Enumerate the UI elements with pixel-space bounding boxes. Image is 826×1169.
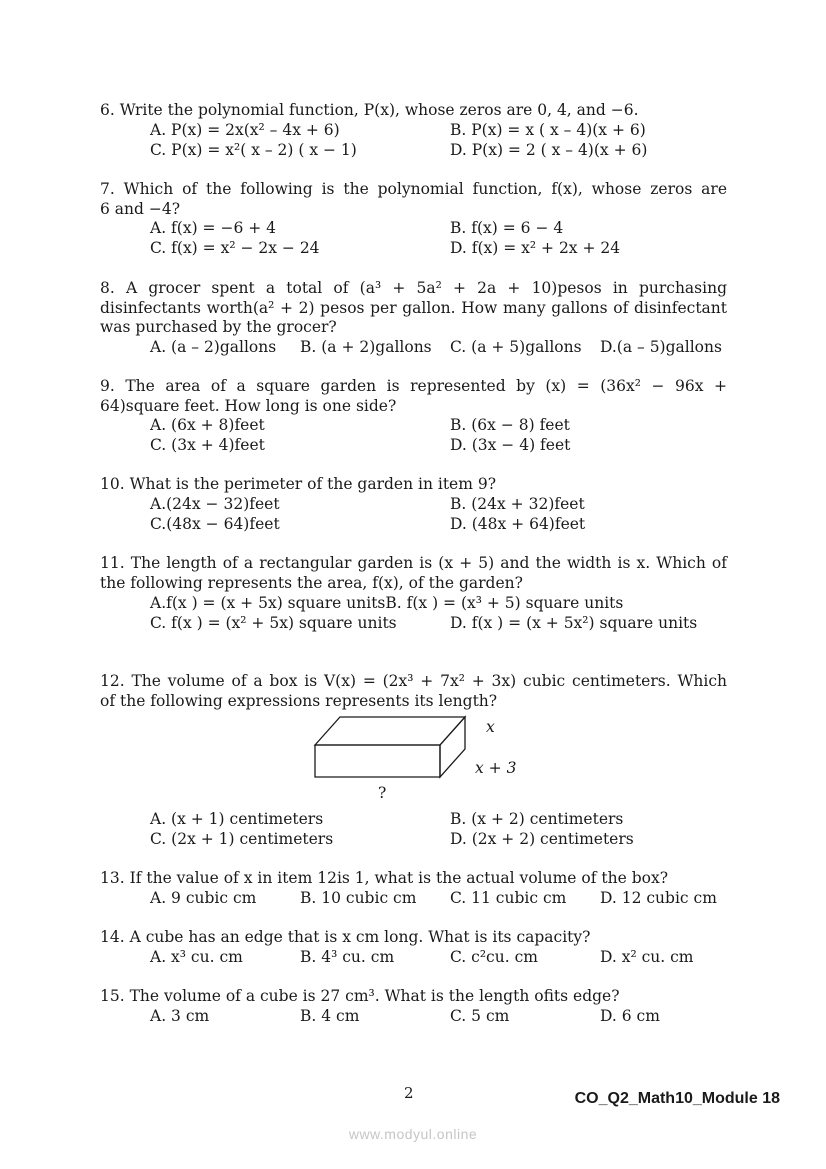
- box-figure: [310, 712, 480, 792]
- q10-choice-a: A.(24x − 32)feet: [150, 495, 280, 513]
- q8-choice-b: B. (a + 2)gallons: [300, 338, 432, 356]
- q7-choice-c: C. f(x) = x² − 2x − 24: [150, 239, 320, 257]
- q8-stem-line2: disinfectants worth(a² + 2) pesos per gallon. How many gallons of disinfectant: [100, 299, 727, 317]
- q9-stem-line1: 9. The area of a square garden is represented by (x) = (36x² − 96x +: [100, 377, 727, 395]
- q13-choice-b: B. 10 cubic cm: [300, 889, 417, 907]
- q14-choice-d: D. x² cu. cm: [600, 948, 694, 966]
- box-label-length: ?: [378, 784, 387, 802]
- q8-choice-d: D.(a – 5)gallons: [600, 338, 722, 356]
- q9-choice-d: D. (3x − 4) feet: [450, 436, 571, 454]
- q9-choice-c: C. (3x + 4)feet: [150, 436, 265, 454]
- module-code: CO_Q2_Math10_Module 18: [574, 1090, 780, 1107]
- box-side-face: [440, 717, 465, 777]
- box-front-face: [315, 745, 440, 777]
- q12-choice-c: C. (2x + 1) centimeters: [150, 830, 334, 848]
- q9-stem-line2: 64)square feet. How long is one side?: [100, 397, 397, 415]
- q10-stem: 10. What is the perimeter of the garden in item 9?: [100, 475, 497, 493]
- q8-stem-line3: was purchased by the grocer?: [100, 318, 337, 336]
- q14-choice-a: A. x³ cu. cm: [150, 948, 243, 966]
- watermark: www.modyul.online: [348, 1126, 478, 1142]
- q8-stem-line1: 8. A grocer spent a total of (a³ + 5a² + 2a + 10)pesos in purchasing: [100, 279, 727, 297]
- box-label-width: x: [486, 718, 495, 736]
- q15-choice-a: A. 3 cm: [150, 1007, 210, 1025]
- q10-choice-d: D. (48x + 64)feet: [450, 515, 586, 533]
- page-number: 2: [404, 1084, 414, 1102]
- q8-choice-c: C. (a + 5)gallons: [450, 338, 582, 356]
- q12-choice-b: B. (x + 2) centimeters: [450, 810, 624, 828]
- q11-stem-line1: 11. The length of a rectangular garden is (x + 5) and the width is x. Which of: [100, 554, 727, 572]
- q6-choice-b: B. P(x) = x ( x – 4)(x + 6): [450, 121, 646, 139]
- box-top-face: [315, 717, 465, 745]
- q11-choice-d: D. f(x ) = (x + 5x²) square units: [450, 614, 698, 632]
- q12-choice-a: A. (x + 1) centimeters: [150, 810, 324, 828]
- q13-choice-d: D. 12 cubic cm: [600, 889, 717, 907]
- q11-choice-c: C. f(x ) = (x² + 5x) square units: [150, 614, 397, 632]
- q15-choice-b: B. 4 cm: [300, 1007, 360, 1025]
- q12-stem-line1: 12. The volume of a box is V(x) = (2x³ + 7x² + 3x) cubic centimeters. Which: [100, 672, 727, 690]
- q15-choice-d: D. 6 cm: [600, 1007, 660, 1025]
- q8-choice-a: A. (a – 2)gallons: [150, 338, 277, 356]
- q10-choice-c: C.(48x − 64)feet: [150, 515, 280, 533]
- q12-stem-line2: of the following expressions represents its length?: [100, 692, 498, 710]
- q13-choice-c: C. 11 cubic cm: [450, 889, 567, 907]
- q10-choice-b: B. (24x + 32)feet: [450, 495, 585, 513]
- q11-stem-line2: the following represents the area, f(x), of the garden?: [100, 574, 523, 592]
- q12-choice-d: D. (2x + 2) centimeters: [450, 830, 634, 848]
- q7-choice-b: B. f(x) = 6 − 4: [450, 219, 564, 237]
- q14-stem: 14. A cube has an edge that is x cm long. What is its capacity?: [100, 928, 591, 946]
- q9-choice-a: A. (6x + 8)feet: [150, 416, 265, 434]
- q15-stem: 15. The volume of a cube is 27 cm³. What is the length ofits edge?: [100, 987, 620, 1005]
- q7-choice-d: D. f(x) = x² + 2x + 24: [450, 239, 621, 257]
- q15-choice-c: C. 5 cm: [450, 1007, 510, 1025]
- q11-choice-ab: A.f(x ) = (x + 5x) square unitsB. f(x ) = (x³ + 5) square units: [150, 594, 624, 612]
- q13-choice-a: A. 9 cubic cm: [150, 889, 257, 907]
- q7-choice-a: A. f(x) = −6 + 4: [150, 219, 277, 237]
- q7-stem-line1: 7. Which of the following is the polynomial function, f(x), whose zeros are: [100, 180, 727, 198]
- q6-choice-a: A. P(x) = 2x(x² – 4x + 6): [150, 121, 340, 139]
- q7-stem-line2: 6 and −4?: [100, 200, 181, 218]
- q14-choice-b: B. 4³ cu. cm: [300, 948, 395, 966]
- box-label-height: x + 3: [475, 759, 517, 777]
- q9-choice-b: B. (6x − 8) feet: [450, 416, 570, 434]
- q6-stem: 6. Write the polynomial function, P(x), whose zeros are 0, 4, and −6.: [100, 101, 639, 119]
- q14-choice-c: C. c²cu. cm: [450, 948, 538, 966]
- q6-choice-d: D. P(x) = 2 ( x – 4)(x + 6): [450, 141, 648, 159]
- q13-stem: 13. If the value of x in item 12is 1, what is the actual volume of the box?: [100, 869, 668, 887]
- q6-choice-c: C. P(x) = x²( x – 2) ( x − 1): [150, 141, 357, 159]
